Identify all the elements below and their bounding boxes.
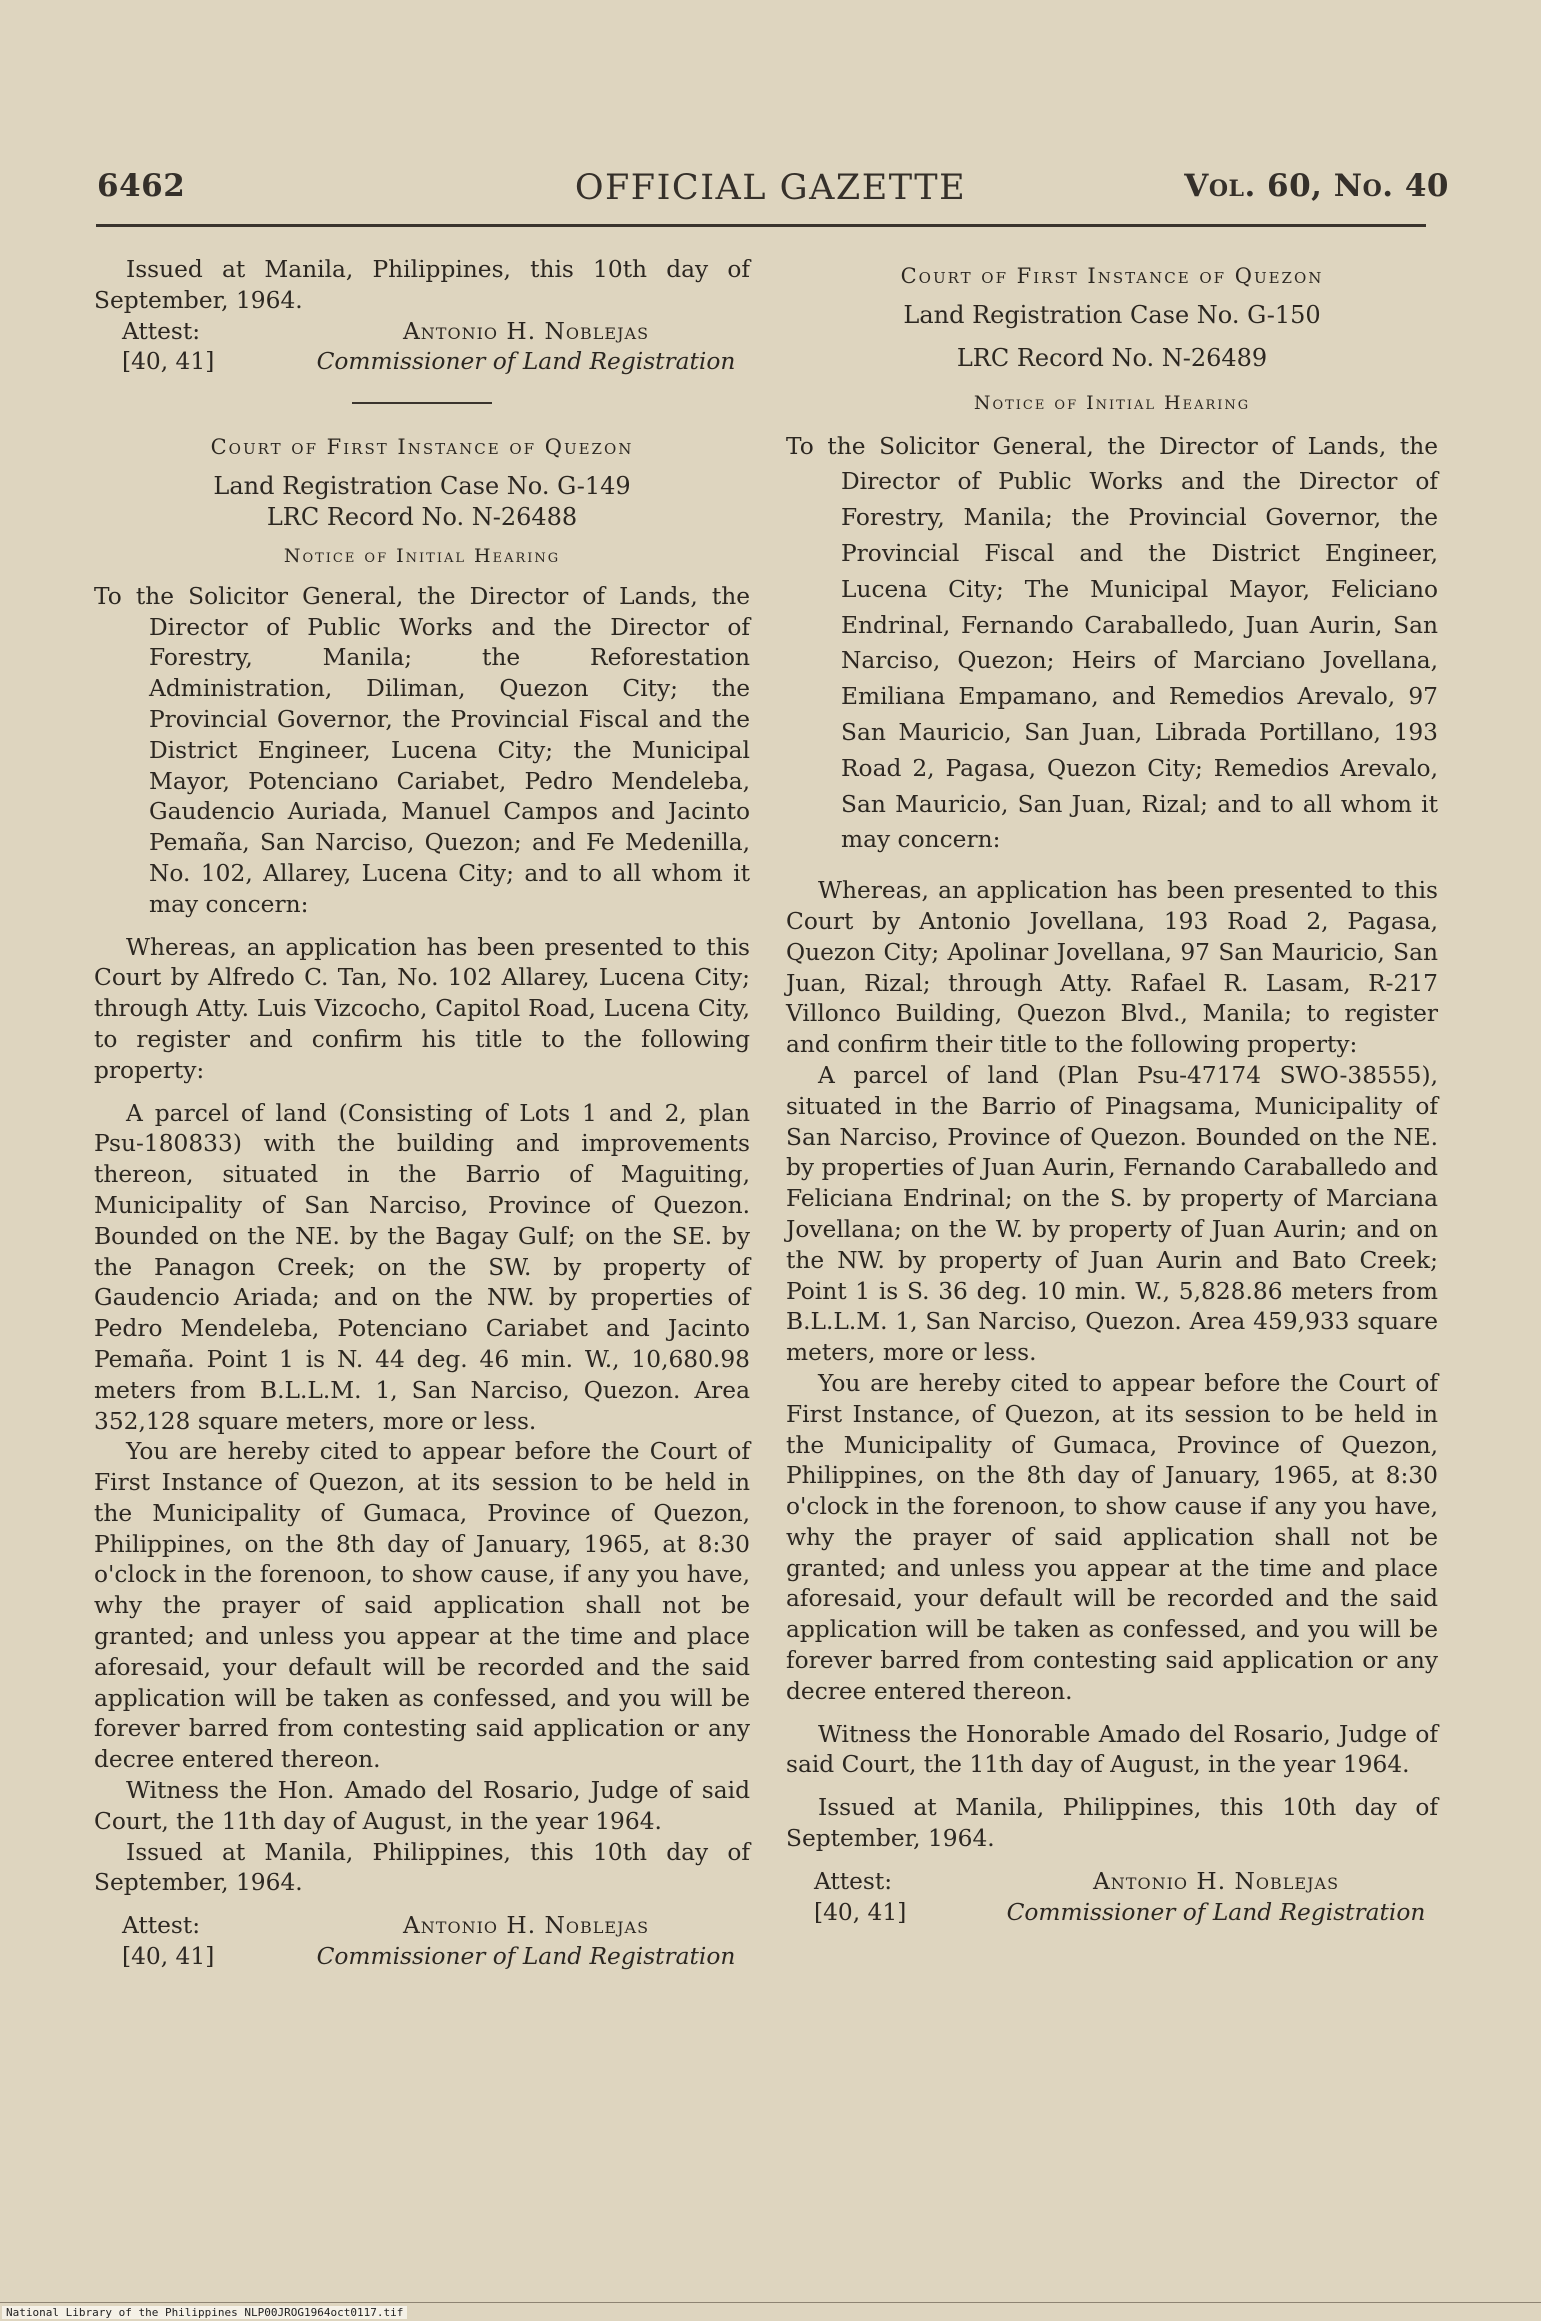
whereas-paragraph: Whereas, an application has been presented to this Court by Antonio Jovellana, 193 Road 2, Pagasa, Quezon City; Apolinar Jovellana, 97 San Mauricio, San Juan, Rizal; through Atty. Rafael R. Lasam, R-217 Villonco Building, Quezon Blvd., Manila; to register and confirm their title to the following property:: [786, 877, 1438, 1059]
signer-title: Commissioner of Land Registration: [316, 1943, 736, 1971]
issue-ref: [40, 41]: [814, 1898, 907, 1926]
intro-issued: Issued at Manila, Philippines, this 10th day of September, 1964.: [94, 256, 750, 314]
attest-line: [786, 1867, 1438, 1898]
intro-signer-line: [94, 347, 750, 378]
court-heading: Court of First Instance of Quezon: [210, 435, 634, 460]
issued-paragraph: Issued at Manila, Philippines, this 10th day of September, 1964.: [94, 1838, 750, 1897]
addressee-paragraph: To the Solicitor General, the Director of Lands, the Director of Public Works and the Director of Forestry, Manila; the Provincial Governor, the Provincial Fiscal and the District Engineer, Lucena City; The Municipal Mayor, Feliciano Endrinal, Fernando Caraballedo, Juan Aurin, San Narciso, Quezon; Heirs of Marciano Jovellana, Emiliana Empamano, and Remedios Arevalo, 97 San Mauricio, San Juan, Librada Portillano, 193 Road 2, Pagasa, Quezon City; Remedios Arevalo, San Mauricio, San Juan, Rizal; and to all whom it may concern:: [786, 432, 1438, 854]
right-column: [786, 255, 1438, 1928]
scan-bottom-edge: [0, 2302, 1541, 2303]
signer-name: Antonio H. Noblejas: [1092, 1867, 1340, 1895]
signer-line: [786, 1898, 1438, 1929]
issued-paragraph: Issued at Manila, Philippines, this 10th day of September, 1964.: [786, 1794, 1438, 1853]
record-number: LRC Record No. N-26488: [266, 502, 578, 531]
intro-attest-label: Attest:: [122, 317, 201, 345]
addressee-paragraph: To the Solicitor General, the Director of Lands, the Director of Public Works and the Director of Forestry, Manila; the Reforestation Administration, Diliman, Quezon City; the Provincial Governor, the Provincial Fiscal and the District Engineer, Lucena City; the Municipal Mayor, Potenciano Cariabet, Pedro Mendeleba, Gaudencio Auriada, Manuel Campos and Jacinto Pemaña, San Narciso, Quezon; and Fe Medenilla, No. 102, Allarey, Lucena City; and to all whom it may concern:: [94, 582, 750, 918]
attest-line: [94, 1911, 750, 1942]
intro-signer-name: Antonio H. Noblejas: [402, 317, 650, 345]
cited-paragraph: You are hereby cited to appear before the Court of First Instance, of Quezon, at its session to be held in the Municipality of Gumaca, Province of Quezon, Philippines, on the 8th day of January, 1965, at 8:30 o'clock in the forenoon, to show cause if any you have, why the prayer of said application shall not be granted; and unless you appear at the time and place aforesaid, your default will be recorded and the said application will be taken as confessed, and you will be forever barred from contesting said application or any decree entered thereon.: [786, 1369, 1438, 1705]
header-rule: [96, 224, 1426, 227]
parcel-paragraph: A parcel of land (Plan Psu-47174 SWO-38555), situated in the Barrio of Pinagsama, Municipality of San Narciso, Province of Quezon. Bounded on the NE. by properties of Juan Aurin, Fernando Caraballedo and Feliciana Endrinal; on the S. by property of Marciana Jovellana; on the W. by property of Juan Aurin; and on the NW. by property of Juan Aurin and Bato Creek; Point 1 is S. 36 deg. 10 min. W., 5,828.86 meters from B.L.L.M. 1, San Narciso, Quezon. Area 459,933 square meters, more or less.: [786, 1061, 1438, 1367]
witness-paragraph: Witness the Hon. Amado del Rosario, Judge of said Court, the 11th day of August, in the year 1964.: [94, 1777, 750, 1835]
case-number: Land Registration Case No. G-150: [903, 300, 1321, 329]
intro-signer-title: Commissioner of Land Registration: [316, 348, 736, 376]
signer-line: [94, 1942, 750, 1973]
signer-title: Commissioner of Land Registration: [1006, 1898, 1426, 1926]
volume-number: Vol. 60, No. 40: [1184, 168, 1449, 204]
parcel-paragraph: A parcel of land (Consisting of Lots 1 and 2, plan Psu-180833) with the building and improvements thereon, situated in the Barrio of Maguiting, Municipality of San Narciso, Province of Quezon. Bounded on the NE. by the Bagay Gulf; on the SE. by the Panagon Creek; on the SW. by property of Gaudencio Ariada; and on the NW. by properties of Pedro Mendeleba, Potenciano Cariabet and Jacinto Pemaña. Point 1 is N. 44 deg. 46 min. W., 10,680.98 meters from B.L.L.M. 1, San Narciso, Quezon. Area 352,128 square meters, more or less.: [94, 1099, 750, 1435]
intro-attest-line: [94, 317, 750, 348]
left-column: [94, 255, 750, 1973]
scan-footer: National Library of the Philippines NLP00JROG1964oct0117.tif: [2, 2306, 407, 2319]
signer-name: Antonio H. Noblejas: [402, 1912, 650, 1940]
cited-paragraph: You are hereby cited to appear before the Court of First Instance of Quezon, at its session to be held in the Municipality of Gumaca, Province of Quezon, Philippines, on the 8th day of January, 1965, at 8:30 o'clock in the forenoon, to show cause, if any you have, why the prayer of said application shall not be granted; and unless you appear at the time and place aforesaid, your default will be recorded and the said application will be taken as confessed, and you will be forever barred from contesting said application or any decree entered thereon.: [94, 1438, 750, 1774]
publication-title: OFFICIAL GAZETTE: [574, 168, 967, 208]
page-number: 6462: [97, 168, 186, 204]
record-number: LRC Record No. N-26489: [956, 343, 1268, 372]
whereas-paragraph: Whereas, an application has been presented to this Court by Alfredo C. Tan, No. 102 Allarey, Lucena City; through Atty. Luis Vizcocho, Capitol Road, Lucena City, to register and confirm his title to the following property:: [94, 933, 750, 1084]
witness-paragraph: Witness the Honorable Amado del Rosario, Judge of said Court, the 11th day of August, in the year 1964.: [786, 1720, 1438, 1779]
attest-label: Attest:: [122, 1912, 201, 1940]
section-divider: [352, 402, 492, 404]
notice-heading: Notice of Initial Hearing: [283, 544, 561, 567]
attest-label: Attest:: [814, 1867, 893, 1895]
case-number: Land Registration Case No. G-149: [213, 471, 631, 500]
notice-heading: Notice of Initial Hearing: [973, 391, 1251, 414]
court-heading: Court of First Instance of Quezon: [900, 264, 1324, 288]
issue-ref: [40, 41]: [122, 1943, 215, 1971]
intro-ref: [40, 41]: [122, 348, 215, 376]
